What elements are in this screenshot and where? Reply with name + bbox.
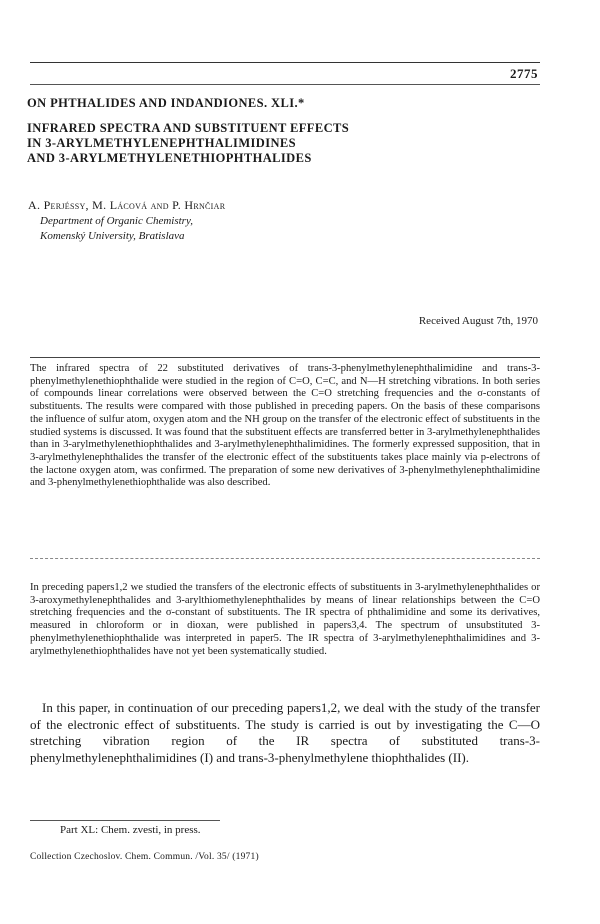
introduction — [30, 582, 540, 658]
abstract-rule-bottom — [30, 558, 540, 559]
paragraph-2-text: In this paper, in continuation of our preceding papers1,2, we deal with the study of the transfer of the electronic effect of substituents. The study is carried is out by investigating the C—O stretching vibration region of the IR spectra of substituted trans-3-phenylmethylenephthalimidines (I) and trans-3-phenylmethylene thiophthalides (II). — [30, 700, 540, 765]
abstract-rule-top — [30, 357, 540, 358]
header-rule-lower — [30, 84, 540, 85]
article-title — [27, 96, 507, 166]
page-number: 2775 — [510, 66, 538, 81]
authors: A. Perjéssy, M. Lácová and P. Hrnčiar — [28, 198, 226, 212]
intro-text: In preceding papers1,2 we studied the transfers of the electronic effects of substituents in 3-arylmethylenephthalides or 3-aroxymethylenephthalides and 3-arylthiomethylenephthalides by means of linear relationships between the C=O stretching frequencies and the σ-constant of substituents. The IR spectra of phthalimidine and some its derivatives, measured in chloroform or in dioxan, were published in papers3,4. The spectrum of unsubstituted 3-phenylmethylenethiophthalide was interpreted in paper5. The IR spectra of 3-arylmethylenephthalimidines and 3-arylmethylenethiophthalides have not yet been systematically studied. — [30, 582, 540, 657]
title-line-1: ON PHTHALIDES AND INDANDIONES. XLI.* — [27, 96, 305, 110]
body-paragraph — [30, 700, 540, 766]
title-line-4: AND 3-ARYLMETHYLENETHIOPHTHALIDES — [27, 151, 312, 165]
journal-reference: Collection Czechoslov. Chem. Commun. /Vol. 35/ (1971) — [30, 852, 259, 862]
affiliation-line-1: Department of Organic Chemistry, — [40, 215, 193, 227]
abstract — [30, 363, 540, 490]
affiliation-line-2: Komenský University, Bratislava — [40, 230, 185, 242]
header-rule — [30, 62, 540, 63]
footnote: Part XL: Chem. zvesti, in press. — [60, 824, 201, 836]
abstract-text: The infrared spectra of 22 substituted derivatives of trans-3-phenylmethylenephthalimidine and trans-3-phenylmethylenethiophthalide were studied in the region of C=O, C=C, and N—H stretching vibrations. In both series of compounds linear correlations were observed between the C=O stretching frequencies and the σ-constants of substituents. The results were compared with those published in preceding papers. On the basis of these comparisons the influence of sulfur atom, oxygen atom and the NH group on the transfer of the electronic effect of substituents in the studied systems is discussed. It was found that the substituent effects are transferred better in 3-arylmethylenephthalides than in 3-arylmethylenethiophthalides and 3-arylmethylenephthalimidines. The formerly expressed supposition, that in 3-arylmethylenephthalides the transfer of the electronic effect of the substituents takes place mainly via p-electrons of the lactone oxygen atom, was confirmed. The preparation of some new derivatives of 3-phenylmethylenephthalimidine and 3-phenylmethylenethiophthalide was also described. — [30, 363, 540, 489]
received-date: Received August 7th, 1970 — [418, 315, 538, 327]
affiliation — [40, 214, 193, 244]
title-line-2: INFRARED SPECTRA AND SUBSTITUENT EFFECTS — [27, 121, 350, 135]
footnote-rule — [30, 820, 220, 821]
title-line-3: IN 3-ARYLMETHYLENEPHTHALIMIDINES — [27, 136, 296, 150]
